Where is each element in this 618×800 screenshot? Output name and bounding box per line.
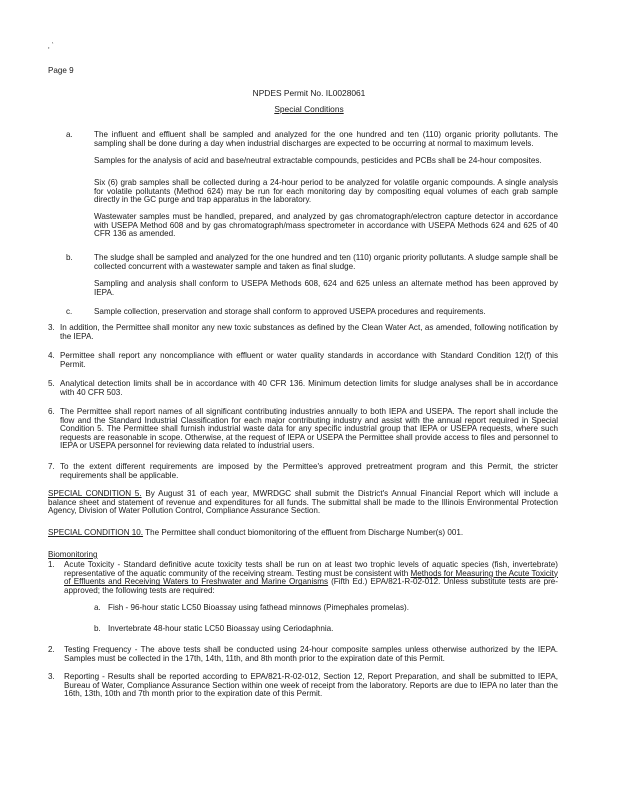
special-condition-10-label: SPECIAL CONDITION 10.	[48, 528, 144, 537]
item-b-paragraph-2: Sampling and analysis shall conform to USEPA Methods 608, 624 and 625 unless an alternate method has been approved by IEPA.	[94, 279, 558, 297]
bio-item-1-lead: Acute Toxicity - Standard definitive acute toxicity tests shall be run on at least two trophic levels of aquatic species (fish, invertebrate) representative of the aquatic community of the receiving stream. Testing must be consistent with	[64, 560, 558, 578]
bio-item-1-marker: 1.	[48, 560, 55, 569]
item-a-paragraph-3: Six (6) grab samples shall be collected during a 24-hour period to be analyzed for volatile organic compounds. A single analysis for volatile pollutants (Method 624) may be run for each monitoring day by compositing equal volumes of each grab sample directly in the GC purge and trap apparatus in the laboratory.	[94, 178, 558, 205]
biomonitoring-heading: Biomonitoring	[48, 550, 98, 559]
item-a-paragraph-2: Samples for the analysis of acid and base/neutral extractable compounds, pesticides and PCBs shall be 24-hour composites.	[94, 156, 542, 165]
bio-item-1-text	[64, 561, 558, 595]
bio-item-1-method-title: Methods for Measuring the Acute Toxicity of Effluents and Receiving Waters to Freshwater and Marine Organisms	[64, 568, 558, 587]
bio-sub-b-marker: b.	[94, 624, 101, 633]
special-condition-5-text: By August 31 of each year, MWRDGC shall submit the District's Annual Financial Report which will include a balance sheet and statement of revenue and expenditures for all funds. The submittal shall be made to the Illinois Environmental Protection Agency, Division of Water Pollution Control, Compliance Assurance Section.	[48, 489, 558, 516]
item-c-paragraph-1: Sample collection, preservation and storage shall conform to approved USEPA procedures and requirements.	[94, 307, 486, 316]
item-7-marker: 7.	[48, 462, 55, 471]
item-3-marker: 3.	[48, 323, 55, 332]
special-condition-10	[48, 529, 558, 538]
bio-item-3-marker: 3.	[48, 672, 55, 681]
special-condition-5-label: SPECIAL CONDITION 5.	[48, 489, 142, 498]
page-heading: Special Conditions	[274, 104, 344, 114]
item-a-marker: a.	[66, 130, 73, 139]
special-condition-5	[48, 490, 558, 516]
item-7-text: To the extent different requirements are imposed by the Permittee's approved pretreatment program and this Permit, the stricter requirements shall be applicable.	[60, 462, 558, 480]
item-4-text: Permittee shall report any noncompliance with effluent or water quality standards in accordance with Standard Condition 12(f) of this Permit.	[60, 351, 558, 369]
item-a-paragraph-4: Wastewater samples must be handled, prepared, and analyzed by gas chromatograph/electron capture detector in accordance with USEPA Method 608 and by gas chromatograph/mass spectrometer in accordance with USEPA Methods 624 and 625 of 40 CFR 136 as amended.	[94, 212, 558, 239]
bio-sub-a-text: Fish - 96-hour static LC50 Bioassay using fathead minnows (Pimephales promelas).	[108, 603, 409, 612]
permit-number: NPDES Permit No. IL0028061	[252, 88, 366, 98]
item-a-paragraph-1: The influent and effluent shall be sampled and analyzed for the one hundred and ten (110) organic priority pollutants. The sampling shall be done during a day when industrial discharges are expected to be occurring at normal to maximum levels.	[94, 130, 558, 148]
item-3-text: In addition, the Permittee shall monitor any new toxic substances as defined by the Clean Water Act, as amended, following notification by the IEPA.	[60, 323, 558, 341]
bio-sub-b-text: Invertebrate 48-hour static LC50 Bioassay using Ceriodaphnia.	[108, 624, 334, 633]
page-number: Page 9	[48, 66, 74, 75]
item-6-text: The Permittee shall report names of all significant contributing industries annually to both IEPA and USEPA. The report shall include the flow and the Standard Industrial Classification for each major contributing industry and assist with the annual report required in Special Condition 5. The Permittee shall furnish industrial waste data for any specific industrial group that IEPA or USEPA requests, where such requests are reasonable in scope. Otherwise, at the request of IEPA or USEPA the Permittee shall provide access to files and personnel to IEPA or USEPA personnel for reviewing data related to industrial users.	[60, 407, 558, 451]
special-condition-10-text: The Permittee shall conduct biomonitoring of the effluent from Discharge Number(s) 001.	[143, 528, 464, 537]
bio-sub-a-marker: a.	[94, 603, 101, 612]
item-b-paragraph-1: The sludge shall be sampled and analyzed for the one hundred and ten (110) organic priority pollutants. A sludge sample shall be collected concurrent with a wastewater sample and taken as final sludge.	[94, 253, 558, 271]
item-b-marker: b.	[66, 253, 73, 262]
bio-item-2-text: Testing Frequency - The above tests shall be conducted using 24-hour composite samples unless otherwise authorized by the IEPA. Samples must be collected in the 17th, 14th, 11th, and 8th month prior to the expiration date of this Permit.	[64, 645, 558, 663]
bio-item-1-tail: (Fifth Ed.) EPA/821-R-02-012. Unless substitute tests are pre-approved; the following tests are required:	[64, 577, 558, 595]
corner-marks: ‚ ˋ	[48, 43, 54, 50]
bio-item-2-marker: 2.	[48, 645, 55, 654]
item-c-marker: c.	[66, 307, 73, 316]
bio-item-3-text: Reporting - Results shall be reported according to EPA/821-R-02-012, Section 12, Report Preparation, and shall be submitted to IEPA, Bureau of Water, Compliance Assurance Section within one week of receipt from the laboratory. Reports are due to IEPA no later than the 16th, 13th, 10th and 7th month prior to the expiration date of this Permit.	[64, 672, 558, 699]
item-5-marker: 5.	[48, 379, 55, 388]
item-6-marker: 6.	[48, 407, 55, 416]
item-4-marker: 4.	[48, 351, 55, 360]
item-5-text: Analytical detection limits shall be in accordance with 40 CFR 136. Minimum detection limits for sludge analyses shall be in accordance with 40 CFR 503.	[60, 379, 558, 397]
